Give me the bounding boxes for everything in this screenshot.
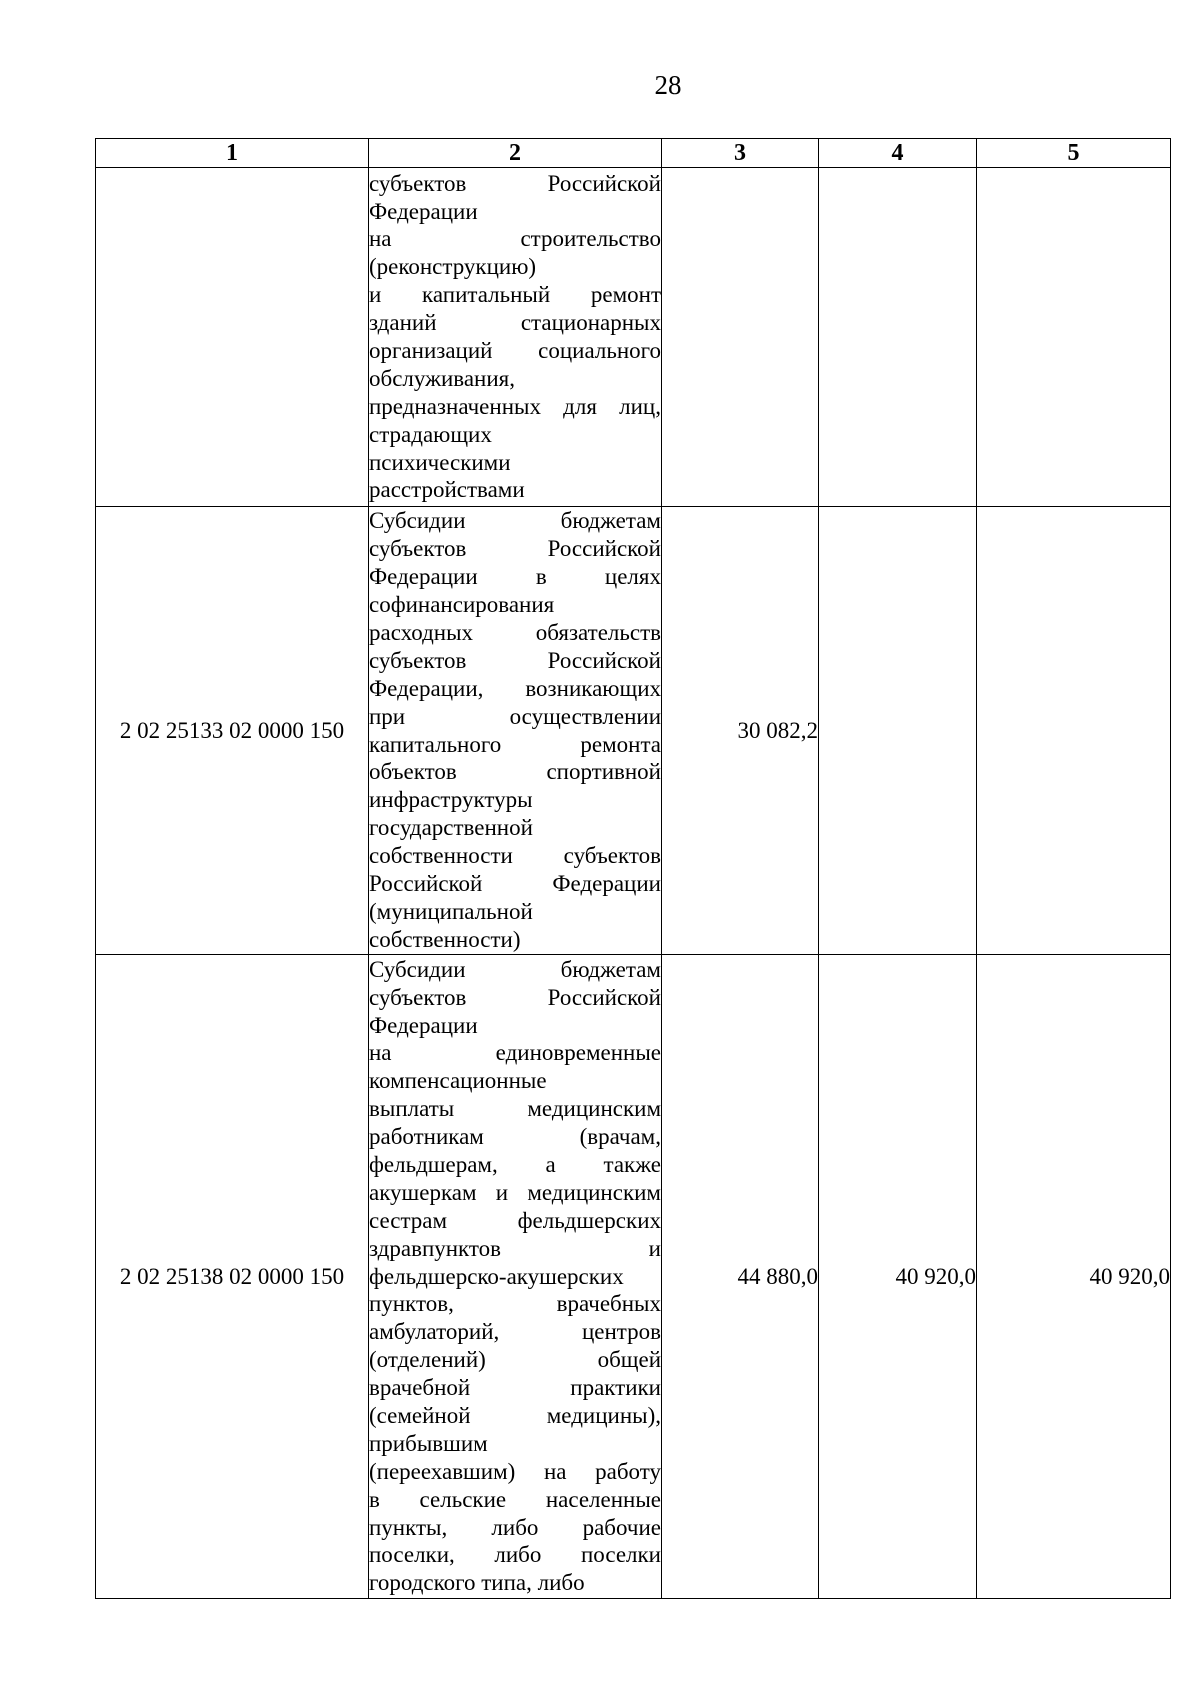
description-line: пункты, либо рабочие	[369, 1514, 661, 1540]
amount-col-5-cell	[977, 168, 1171, 507]
description-line: на строительство	[369, 226, 661, 252]
description-line: страдающих	[369, 421, 492, 447]
description-cell	[369, 168, 662, 507]
description-line: субъектов Российской	[369, 647, 661, 673]
description-line: выплаты медицинским	[369, 1096, 661, 1122]
table-row	[96, 507, 1171, 955]
amount-col-3-cell: 44 880,0	[662, 955, 819, 1599]
description-line: объектов спортивной	[369, 759, 661, 785]
description-line: собственности)	[369, 926, 521, 952]
description-line: (отделений) общей	[369, 1347, 661, 1373]
description-line: здравпунктов и	[369, 1235, 661, 1261]
description-line: (переехавшим) на работу	[369, 1458, 661, 1484]
code-cell: 2 02 25138 02 0000 150	[96, 955, 369, 1599]
description-line: (муниципальной	[369, 898, 533, 924]
amount-col-3-cell: 30 082,2	[662, 507, 819, 955]
description-line: Федерации	[369, 198, 478, 224]
description-line: расходных обязательств	[369, 619, 661, 645]
description-line: городского типа, либо	[369, 1570, 585, 1596]
description-line: Федерации, возникающих	[369, 675, 661, 701]
description-line: поселки, либо поселки	[369, 1542, 661, 1568]
description-line: компенсационные	[369, 1068, 547, 1094]
description-line: пунктов, врачебных	[369, 1291, 661, 1317]
description-line: сестрам фельдшерских	[369, 1207, 661, 1233]
description-line: обслуживания,	[369, 365, 515, 391]
description-line: субъектов Российской	[369, 170, 661, 196]
header-col-2: 2	[369, 139, 662, 168]
description-line: на единовременные	[369, 1040, 661, 1066]
description-line: Федерации в целях	[369, 564, 661, 590]
description-line: Субсидии бюджетам	[369, 956, 661, 982]
description-line: Субсидии бюджетам	[369, 508, 661, 534]
header-col-3: 3	[662, 139, 819, 168]
description-line: капитального ремонта	[369, 731, 661, 757]
description-line: государственной	[369, 815, 533, 841]
description-line: и капитальный ремонт	[369, 282, 661, 308]
description-line: Российской Федерации	[369, 870, 661, 896]
description-line: амбулаторий, центров	[369, 1319, 661, 1345]
description-line: фельдшерско-акушерских	[369, 1263, 624, 1289]
description-line: психическими	[369, 449, 511, 475]
description-line: акушеркам и медицинским	[369, 1179, 661, 1205]
description-line: (семейной медицины),	[369, 1403, 661, 1428]
description-line: при осуществлении	[369, 703, 661, 729]
description-line: субъектов Российской	[369, 984, 661, 1010]
header-row	[96, 139, 1171, 168]
amount-col-3-cell	[662, 168, 819, 507]
description-line: предназначенных для лиц,	[369, 393, 661, 419]
amount-col-4-cell	[819, 168, 977, 507]
amount-col-5-cell	[977, 507, 1171, 955]
description-cell	[369, 955, 662, 1599]
header-col-1: 1	[96, 139, 369, 168]
code-cell: 2 02 25133 02 0000 150	[96, 507, 369, 955]
code-cell	[96, 168, 369, 507]
amount-col-4-cell: 40 920,0	[819, 955, 977, 1599]
table-row	[96, 168, 1171, 507]
description-line: собственности субъектов	[369, 843, 661, 869]
description-line: расстройствами	[369, 477, 525, 503]
description-line: (реконструкцию)	[369, 254, 537, 280]
header-col-4: 4	[819, 139, 977, 168]
description-line: прибывшим	[369, 1430, 488, 1456]
description-line: фельдшерам, а также	[369, 1151, 661, 1177]
amount-col-4-cell	[819, 507, 977, 955]
description-line: зданий стационарных	[369, 310, 661, 336]
page-number: 28	[654, 70, 682, 100]
description-line: врачебной практики	[369, 1375, 661, 1401]
description-line: в сельские населенные	[369, 1486, 661, 1512]
description-cell	[369, 507, 662, 955]
description-line: инфраструктуры	[369, 787, 533, 813]
amount-col-5-cell: 40 920,0	[977, 955, 1171, 1599]
description-line: Федерации	[369, 1012, 478, 1038]
description-line: работникам (врачам,	[369, 1124, 661, 1150]
header-col-5: 5	[977, 139, 1171, 168]
table-row	[96, 955, 1171, 1599]
description-line: софинансирования	[369, 592, 555, 618]
budget-table	[95, 138, 1171, 1599]
description-line: организаций социального	[369, 338, 661, 363]
description-line: субъектов Российской	[369, 536, 661, 562]
